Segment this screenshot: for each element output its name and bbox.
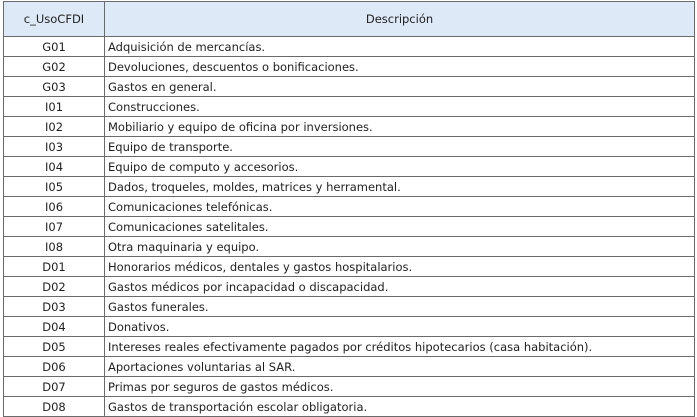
code-cell: I08 (4, 237, 105, 257)
description-cell: Mobiliario y equipo de oficina por inversiones. (105, 117, 695, 137)
table-row (4, 57, 695, 77)
code-cell: I01 (4, 97, 105, 117)
code-cell: D04 (4, 317, 105, 337)
description-cell: Construcciones. (105, 97, 695, 117)
table-body (4, 37, 695, 417)
description-cell: Devoluciones, descuentos o bonificaciones. (105, 57, 695, 77)
uso-cfdi-table (3, 1, 695, 417)
description-cell: Honorarios médicos, dentales y gastos hospitalarios. (105, 257, 695, 277)
description-cell: Comunicaciones satelitales. (105, 217, 695, 237)
code-cell: G01 (4, 37, 105, 57)
table-row (4, 137, 695, 157)
table-row (4, 37, 695, 57)
table-row (4, 357, 695, 377)
description-cell: Gastos de transportación escolar obligatoria. (105, 397, 695, 417)
table-row (4, 197, 695, 217)
description-cell: Otra maquinaria y equipo. (105, 237, 695, 257)
code-cell: I07 (4, 217, 105, 237)
description-cell: Dados, troqueles, moldes, matrices y herramental. (105, 177, 695, 197)
description-cell: Aportaciones voluntarias al SAR. (105, 357, 695, 377)
description-cell: Adquisición de mercancías. (105, 37, 695, 57)
table-header (4, 2, 695, 37)
header-description: Descripción (105, 2, 695, 37)
description-cell: Primas por seguros de gastos médicos. (105, 377, 695, 397)
table-row (4, 337, 695, 357)
uso-cfdi-table-container (3, 1, 694, 417)
table-row (4, 217, 695, 237)
code-cell: D02 (4, 277, 105, 297)
table-row (4, 97, 695, 117)
code-cell: I06 (4, 197, 105, 217)
table-row (4, 77, 695, 97)
code-cell: I03 (4, 137, 105, 157)
code-cell: D06 (4, 357, 105, 377)
table-row (4, 317, 695, 337)
table-row (4, 117, 695, 137)
description-cell: Gastos en general. (105, 77, 695, 97)
header-row (4, 2, 695, 37)
description-cell: Intereses reales efectivamente pagados por créditos hipotecarios (casa habitación). (105, 337, 695, 357)
code-cell: D01 (4, 257, 105, 277)
code-cell: D03 (4, 297, 105, 317)
code-cell: I02 (4, 117, 105, 137)
code-cell: G03 (4, 77, 105, 97)
table-row (4, 277, 695, 297)
code-cell: I05 (4, 177, 105, 197)
table-row (4, 157, 695, 177)
description-cell: Gastos funerales. (105, 297, 695, 317)
table-row (4, 397, 695, 417)
table-row (4, 177, 695, 197)
code-cell: D08 (4, 397, 105, 417)
code-cell: D07 (4, 377, 105, 397)
table-row (4, 237, 695, 257)
description-cell: Gastos médicos por incapacidad o discapacidad. (105, 277, 695, 297)
description-cell: Donativos. (105, 317, 695, 337)
code-cell: G02 (4, 57, 105, 77)
table-row (4, 377, 695, 397)
description-cell: Equipo de transporte. (105, 137, 695, 157)
code-cell: D05 (4, 337, 105, 357)
table-row (4, 257, 695, 277)
description-cell: Equipo de computo y accesorios. (105, 157, 695, 177)
code-cell: I04 (4, 157, 105, 177)
table-row (4, 297, 695, 317)
header-code: c_UsoCFDI (4, 2, 105, 37)
description-cell: Comunicaciones telefónicas. (105, 197, 695, 217)
